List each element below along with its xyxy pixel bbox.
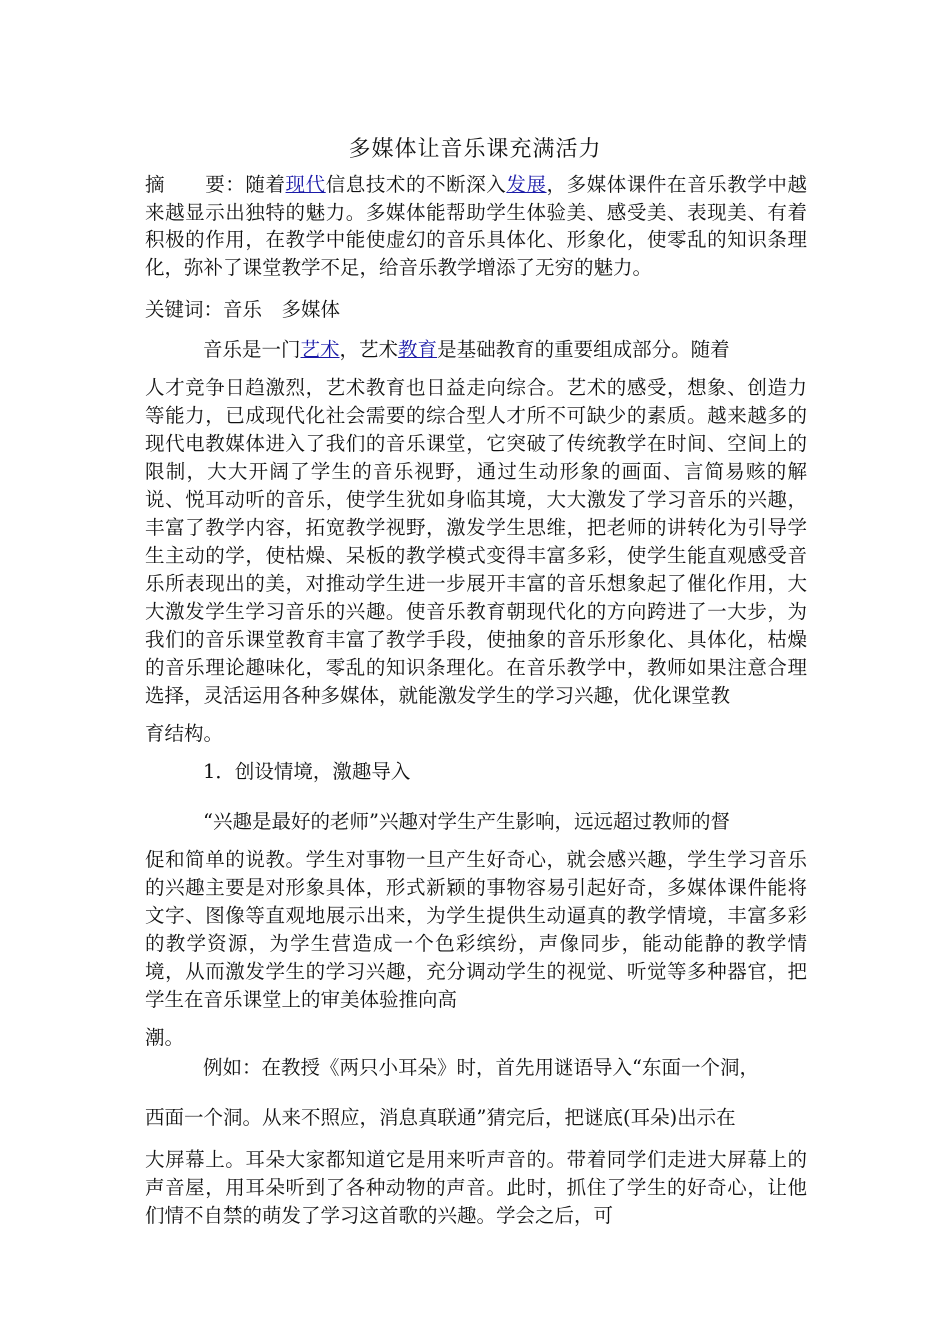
abstract-text-c: ，多媒体课件在音乐教学中越来越显示出独特的魅力。多媒体能帮助学生体验美、感受美、表现美、有着积极的作用，在教学中能使虚幻的音乐具体化、形象化，使零乱的知识条理化，弥补了课堂教学不足，给音乐教学增添了无穷的魅力。 [145,173,807,279]
link-modern[interactable]: 现代 [285,173,326,196]
abstract-text-a: 随着 [245,173,286,196]
abstract-text-b: 信息技术的不断深入 [325,173,507,196]
document-title: 多媒体让音乐课充满活力 [348,137,602,162]
link-art[interactable]: 艺术 [300,338,340,361]
intro-text-b: ，艺术 [339,338,399,361]
section-paragraph-1 [145,806,807,1052]
section-para-2-second-line: 西面一个洞。从来不照应，消息真联通”猜完后，把谜底(耳朵)出示在 [145,1106,736,1129]
keywords-line: 关键词：音乐 多媒体 [145,298,341,321]
abstract-label: 摘 要： [145,173,246,196]
link-education[interactable]: 教育 [398,338,438,361]
section-heading: 1．创设情境，激趣导入 [203,760,411,783]
section-para-1-body: 促和简单的说教。学生对事物一旦产生好奇心，就会感兴趣，学生学习音乐的兴趣主要是对形象具体，形式新颖的事物容易引起好奇，多媒体课件能将文字、图像等直观地展示出来，为学生提供生动逼真的教学情境，丰富多彩的教学资源，为学生营造成一个色彩缤纷，声像同步，能动能静的教学情境，从而激发学生的学习兴趣，充分调动学生的视觉、听觉等多种器官，把学生在音乐课堂上的审美体验推向高 [145,848,807,1011]
link-development[interactable]: 发展 [506,173,547,196]
section-para-1-first-line: “兴趣是最好的老师”兴趣对学生产生影响，远远超过教师的督 [203,810,730,833]
section-paragraph-2 [145,1052,807,1230]
intro-text-c: 是基础教育的重要组成部分。随着 [437,338,730,361]
intro-last-line: 育结构。 [145,722,224,745]
intro-text-a: 音乐是一门 [203,338,301,361]
section-para-2-body: 大屏幕上。耳朵大家都知道它是用来听声音的。带着同学们走进大屏幕上的声音屋，用耳朵听到了各种动物的声音。此时，抓住了学生的好奇心，让他们情不自禁的萌发了学习这首歌的兴趣。学会之后，可 [145,1148,807,1227]
section-para-1-last-line: 潮。 [145,1026,185,1049]
intro-paragraph [145,334,807,748]
abstract-paragraph [145,171,807,281]
intro-first-line [145,334,807,374]
section-para-2-first-line: 例如：在教授《两只小耳朵》时，首先用谜语导入“东面一个洞， [203,1056,759,1079]
intro-body-text: 人才竞争日趋激烈，艺术教育也日益走向综合。艺术的感受，想象、创造力等能力，已成现代化社会需要的综合型人才所不可缺少的素质。越来越多的现代电教媒体进入了我们的音乐课堂，它突破了传统教学在时间、空间上的限制，大大开阔了学生的音乐视野，通过生动形象的画面、言简易赅的解说、悦耳动听的音乐，使学生犹如身临其境，大大激发了学习音乐的兴趣，丰富了教学内容，拓宽教学视野，激发学生思维，把老师的讲转化为引导学生主动的学，使枯燥、呆板的教学模式变得丰富多彩，使学生能直观感受音乐所表现出的美，对推动学生进一步展开丰富的音乐想象起了催化作用，大大激发学生学习音乐的兴趣。使音乐教育朝现代化的方向跨进了一大步，为我们的音乐课堂教育丰富了教学手段，使抽象的音乐形象化、具体化，枯燥的音乐理论趣味化，零乱的知识条理化。在音乐教学中，教师如果注意合理选择，灵活运用各种多媒体，就能激发学生的学习兴趣，优化课堂教 [145,376,807,707]
